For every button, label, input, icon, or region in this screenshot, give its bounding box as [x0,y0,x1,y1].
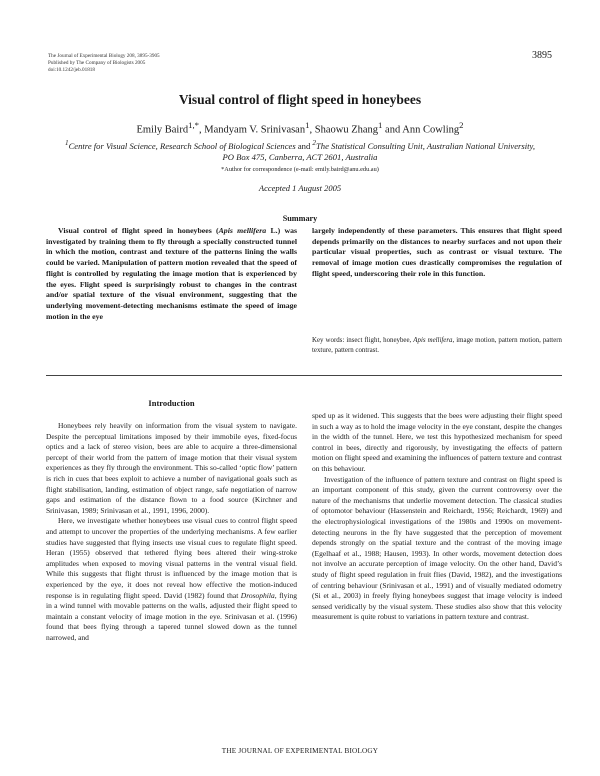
author-list [0,120,600,136]
affil-2: The Statistical Consulting Unit, Australian National University, PO Box 475, Canberra, ACT 2601, Australia [222,140,535,163]
keywords [312,336,562,356]
intro-paragraph-1: Honeybees rely heavily on information from the visual system to navigate. Despite the perceptual limitations imposed by their immobile eyes, fixed-focus optics and a lack of stereo vision, bees are able to acquire a three-dimensional percept of their world from the pattern of image motion that their visual system experiences as they fly through the environment. This so-called ‘optic flow’ pattern is rich in cues that bees exploit to achieve a number of navigational goals such as flight stabilisation, landing, estimation of object range, safe negotiation of narrow gaps and estimation of the distance flown to a food source (Kirchner and Srinivasan, 1989; Srinivasan et al., 1991, 1996, 2000). [46,421,297,515]
author-sep: , [309,124,315,136]
summary-text: Visual control of flight speed in honeybees ( [58,226,219,235]
journal-footer: THE JOURNAL OF EXPERIMENTAL BIOLOGY [221,747,379,755]
author-3: Shaowu Zhang [314,124,379,136]
corresponding-mark: * [194,120,200,130]
summary-left-column [46,226,297,322]
section-divider [46,375,562,376]
paragraph-text: Here, we investigate whether honeybees use visual cues to control flight speed and attempt to uncover the properties of the underlying mechanisms. A few earlier studies have suggested that flying insects use visual cues to regulate flight speed. Heran (1955) observed that tethered flying bees altered their wing-stroke amplitudes when exposed to moving visual patterns in the ventral visual field. While this suggests that flight thrust is influenced by the image motion that is experienced by the eye, it does not reveal how effective the motion-induced response is in regulating flight speed. David (1982) found that [46,516,297,600]
publisher-line: Published by The Company of Biologists 2005 [48,60,146,66]
intro-paragraph-2 [46,516,297,643]
author-2: Mandyam V. Srinivasan [204,124,306,136]
journal-citation: The Journal of Experimental Biology 208, 3895-3905 [48,53,160,59]
author-sep: , [199,124,205,136]
author-3-affil: 1 [378,120,383,130]
journal-header [48,53,160,74]
summary-heading: Summary [282,214,318,223]
intro-left-column [46,421,297,643]
keywords-text: , image motion, pattern motion, pattern texture, pattern contrast. [312,337,562,354]
intro-right-column [312,411,562,623]
author-1: Emily Baird [136,124,189,136]
affil-1: Centre for Visual Science, Research School of Biological Sciences [68,140,296,151]
summary-text: L.) was investigated by training them to fly through a specially constructed tunnel in which the motion, contrast and texture of the patterns lining the walls could be varied. Manipulation of pattern motion revealed that the speed of flight is controlled by regulating the image motion that is experienced by the eyes. Flight speed is surprisingly robust to changes in the contrast and/or spatial texture of the visual environment, suggesting that the underlying movement-detecting mechanisms estimate the speed of image motion in the eye [46,226,298,321]
author-2-affil: 1 [305,120,310,130]
affil-1-mark: 1 [65,139,69,147]
species-name: Apis mellifera [218,226,267,235]
intro-paragraph-2-continued: sped up as it widened. This suggests that the bees were adjusting their flight speed in such a way as to hold the image velocity in the eye constant, despite the changes in the width of the tunnel. Here, we test this hypothesized mechanism for speed control in bees, directly and rigorously, by investigating the effects of pattern motion on flight speed and examining the influences of pattern texture and contrast on this behaviour. [312,411,562,473]
keywords-text: Key words: insect flight, honeybee, [312,337,414,344]
author-4-affil: 2 [459,120,464,130]
introduction-heading: Introduction [148,398,195,408]
affiliations [60,138,540,164]
affil-and: and [295,140,313,151]
paragraph-text: , flying in a wind tunnel with movable patterns on the walls, adjusted their flight speed to maintain a constant velocity of image motion in the eye. Srinivasan et al. (1996) found that bees flying through a tapered tunnel slowed down as the tunnel narrowed, and [46,590,297,642]
article-title: Visual control of flight speed in honeybees [178,92,422,107]
author-sep: and [382,124,403,136]
accepted-date: Accepted 1 August 2005 [258,183,342,193]
species-name: Drosophila [240,590,275,600]
author-1-affil: 1, [188,120,195,130]
affil-2-mark: 2 [312,139,316,147]
species-name: Apis mellifera [413,337,453,344]
page-number: 3895 [532,50,552,61]
author-4: Ann Cowling [402,124,460,136]
doi-line: doi:10.1242/jeb.01818 [48,67,95,73]
correspondence-note: *Author for correspondence (e-mail: emily.baird@anu.edu.au) [221,166,379,173]
intro-paragraph-3: Investigation of the influence of pattern texture and contrast on flight speed is an important component of this study, given the current controversy over the nature of the mechanisms that underlie movement detection. The classical studies of optomotor behaviour (Hassenstein and Reichardt, 1956; Reichardt, 1969) and the electrophysiological investigations of the 1980s and 1990s on movement-detecting neurons in the fly have suggested that the perception of movement depends strongly on the spatial texture and the contrast of the moving image (Egelhaaf et al., 1988; Hausen, 1993). In other words, movement detection does not involve an accurate perception of image velocity. On the other hand, David’s study of flight speed regulation in fruit flies (David, 1982), and the investigations of centring behaviour (Srinivasan et al., 1991) and of visually mediated odometry (Si et al., 2003) in freely flying honeybees suggest that image velocity is indeed sensed veridically by the visual system. These studies also show that this velocity measurement is quite robust to variations in pattern texture and contrast. [312,474,562,622]
summary-right-column: largely independently of these parameters. This ensures that flight speed depends primarily on the distances to nearby surfaces and not upon their particular visual properties, such as contrast or visual texture. The removal of image motion cues drastically compromises the regulation of flight speed, underscoring their role in this function. [312,226,562,278]
